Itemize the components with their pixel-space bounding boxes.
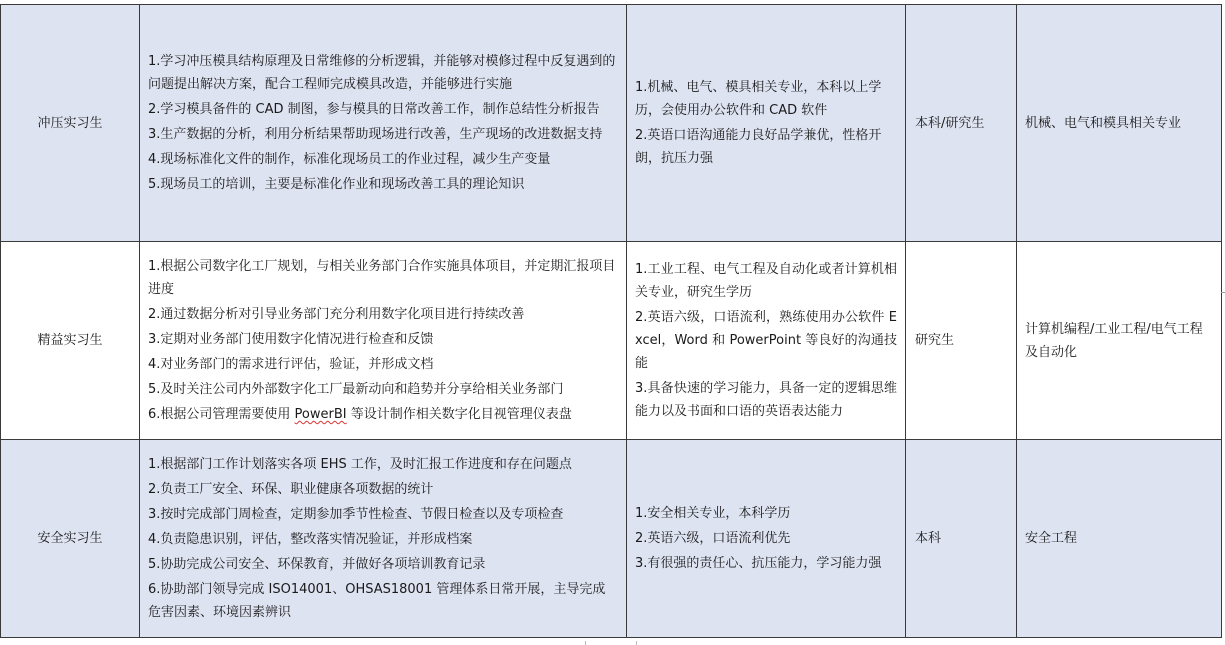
requirement-item: 2.英语口语沟通能力良好品学兼优，性格开朗，抗压力强 <box>635 128 882 166</box>
requirements-cell <box>627 5 906 242</box>
major-value: 机械、电气和模具相关专业 <box>1025 115 1182 131</box>
table-row-lean <box>1 242 1222 440</box>
major-cell <box>1017 242 1222 440</box>
requirement-item: 2.英语六级，口语流利，熟练使用办公软件 Excel，Word 和 PowerPoint 等良好的沟通技能 <box>635 310 897 371</box>
duty-item: 2.学习模具备件的 CAD 制图，参与模具的日常改善工作，制作总结性分析报告 <box>148 102 600 117</box>
page-break-marker <box>585 641 637 645</box>
requirements-cell <box>627 242 906 440</box>
duty-item: 5.及时关注公司内外部数字化工厂最新动向和趋势并分享给相关业务部门 <box>148 382 564 397</box>
major-cell <box>1017 5 1222 242</box>
education-cell <box>906 440 1017 638</box>
duty-item: 1.根据公司数字化工厂规划，与相关业务部门合作实施具体项目，并定期汇报项目进度 <box>148 259 616 297</box>
duty-item: 2.负责工厂安全、环保、职业健康各项数据的统计 <box>148 482 434 497</box>
education-cell <box>906 5 1017 242</box>
requirement-item: 3.有很强的责任心、抗压能力，学习能力强 <box>635 556 882 571</box>
position-cell <box>1 5 140 242</box>
duties-cell <box>140 5 627 242</box>
spellcheck-flagged-word: PowerBI <box>294 407 347 422</box>
duty-item: 4.现场标准化文件的制作，标准化现场员工的作业过程，减少生产变量 <box>148 152 551 167</box>
position-name: 安全实习生 <box>37 531 103 546</box>
duty-item: 3.生产数据的分析，利用分析结果帮助现场进行改善，生产现场的改进数据支持 <box>148 127 603 142</box>
education-cell <box>906 242 1017 440</box>
position-cell <box>1 242 140 440</box>
position-name: 精益实习生 <box>37 333 103 348</box>
duty-item: 5.现场员工的培训，主要是标准化作业和现场改善工具的理论知识 <box>148 177 525 192</box>
duties-cell <box>140 242 627 440</box>
major-value: 安全工程 <box>1025 531 1078 546</box>
requirement-item: 1.工业工程、电气工程及自动化或者计算机相关专业，研究生学历 <box>635 262 897 300</box>
duty-item: 1.根据部门工作计划落实各项 EHS 工作，及时汇报工作进度和存在问题点 <box>148 457 572 472</box>
position-name: 冲压实习生 <box>37 115 103 131</box>
duty-item: 6.协助部门领导完成 ISO14001、OHSAS18001 管理体系日常开展，主导完成危害因素、环境因素辨识 <box>148 582 606 620</box>
edge-tick-mark <box>1221 292 1225 293</box>
duty-item: 5.协助完成公司安全、环保教育，并做好各项培训教育记录 <box>148 557 486 572</box>
duty-item: 3.定期对业务部门使用数字化情况进行检查和反馈 <box>148 332 434 347</box>
internship-table-container <box>0 4 1222 638</box>
requirement-item: 1.安全相关专业，本科学历 <box>635 506 791 521</box>
table-row-safety <box>1 440 1222 638</box>
duty-item: 3.按时完成部门周检查，定期参加季节性检查、节假日检查以及专项检查 <box>148 507 564 522</box>
duty-item: 6.根据公司管理需要使用 PowerBI 等设计制作相关数字化目视管理仪表盘 <box>148 407 572 422</box>
internship-table <box>0 4 1222 638</box>
education-value: 本科/研究生 <box>915 115 985 131</box>
education-value: 研究生 <box>915 333 955 348</box>
major-value: 计算机编程/工业工程/电气工程及自动化 <box>1025 321 1203 360</box>
table-row-stamping <box>1 5 1222 242</box>
requirement-item: 1.机械、电气、模具相关专业，本科以上学历，会使用办公软件和 CAD 软件 <box>635 80 882 118</box>
education-value: 本科 <box>915 531 942 546</box>
duty-item: 4.负责隐患识别，评估，整改落实情况验证，并形成档案 <box>148 532 473 547</box>
duty-item: 1.学习冲压模具结构原理及日常维修的分析逻辑，并能够对模修过程中反复遇到的问题提出解决方案，配合工程师完成模具改造，并能够进行实施 <box>148 54 616 92</box>
position-cell <box>1 440 140 638</box>
duties-cell <box>140 440 627 638</box>
requirements-cell <box>627 440 906 638</box>
major-cell <box>1017 440 1222 638</box>
requirement-item: 2.英语六级，口语流利优先 <box>635 531 791 546</box>
duty-item: 4.对业务部门的需求进行评估，验证，并形成文档 <box>148 357 434 372</box>
duty-item: 2.通过数据分析对引导业务部门充分利用数字化项目进行持续改善 <box>148 307 525 322</box>
requirement-item: 3.具备快速的学习能力，具备一定的逻辑思维能力以及书面和口语的英语表达能力 <box>635 381 897 419</box>
